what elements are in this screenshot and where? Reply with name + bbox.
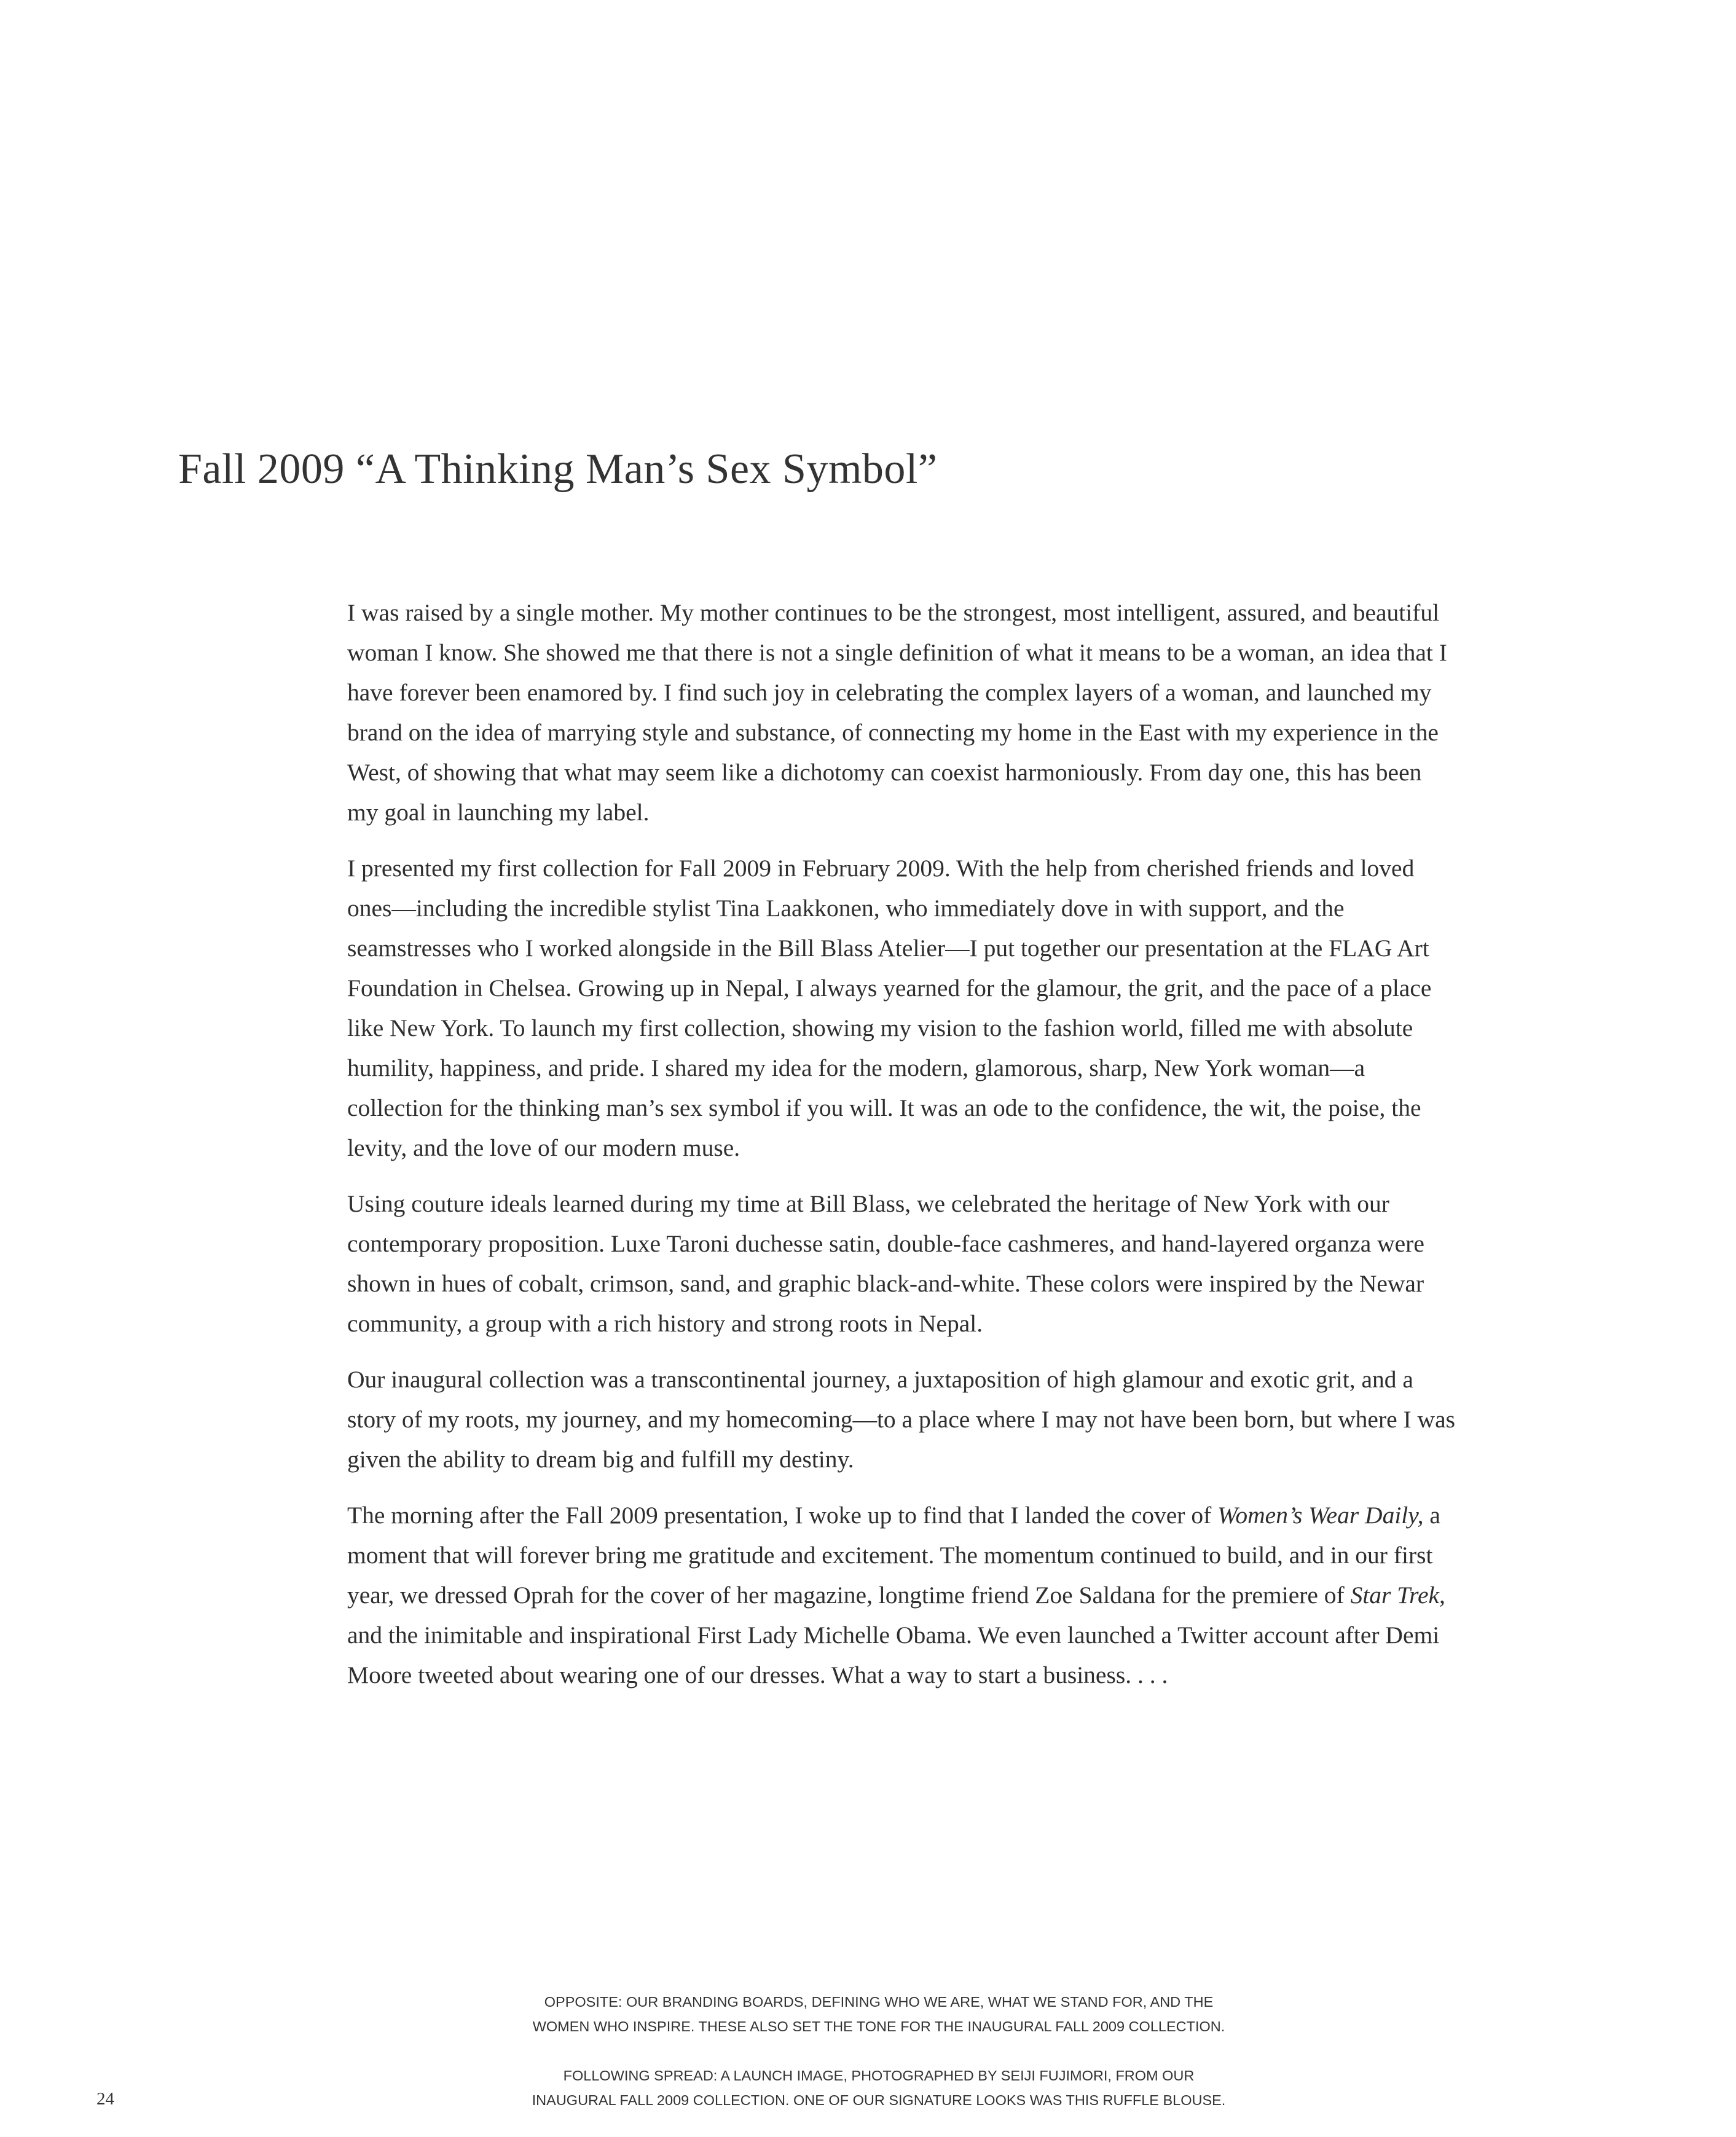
publication-title-wwd: Women’s Wear Daily, — [1217, 1502, 1424, 1529]
caption-opposite — [467, 1990, 1290, 2039]
body-text — [347, 593, 1456, 1711]
caption-following-line-2: INAUGURAL FALL 2009 COLLECTION. ONE OF OUR SIGNATURE LOOKS WAS THIS RUFFLE BLOUSE. — [532, 2092, 1226, 2108]
paragraph-5-text-a: The morning after the Fall 2009 presentation, I woke up to find that I landed the cover of — [347, 1502, 1218, 1529]
paragraph-5 — [347, 1496, 1456, 1695]
caption-following — [467, 2063, 1290, 2112]
page-number: 24 — [96, 2089, 114, 2109]
paragraph-5-text-e: and the inimitable and inspirational First Lady Michelle Obama. We even launched a Twitter account after Demi Moore tweeted about wearing one of our dresses. What a way to start a business. . . . — [347, 1621, 1440, 1688]
paragraph-1: I was raised by a single mother. My mother continues to be the strongest, most intelligent, assured, and beautiful woman I know. She showed me that there is not a single definition of what it means to be a woman, an idea that I have forever been enamored by. I find such joy in celebrating the complex layers of a woman, and launched my brand on the idea of marrying style and substance, of connecting my home in the East with my experience in the West, of showing that what may seem like a dichotomy can coexist harmoniously. From day one, this has been my goal in launching my label. — [347, 599, 1447, 826]
paragraph-4: Our inaugural collection was a transcontinental journey, a juxtaposition of high glamour and exotic grit, and a story of my roots, my journey, and my homecoming—to a place where I may not have been born, but where I was given the ability to dream big and fulfill my destiny. — [347, 1366, 1455, 1473]
paragraph-5-text-c: a moment that will forever bring me gratitude and excitement. The momentum continued to build, and in our first year, we dressed Oprah for the cover of her magazine, longtime friend Zoe Saldana for the premiere of — [347, 1502, 1440, 1609]
photo-captions — [467, 1990, 1290, 2137]
caption-following-line-1: FOLLOWING SPREAD: A LAUNCH IMAGE, PHOTOGRAPHED BY SEIJI FUJIMORI, FROM OUR — [563, 2068, 1195, 2084]
caption-opposite-line-1: OPPOSITE: OUR BRANDING BOARDS, DEFINING WHO WE ARE, WHAT WE STAND FOR, AND THE — [544, 1994, 1214, 2010]
film-title-star-trek: Star Trek, — [1350, 1582, 1445, 1609]
paragraph-3: Using couture ideals learned during my time at Bill Blass, we celebrated the heritage of New York with our contemporary proposition. Luxe Taroni duchesse satin, double-face cashmeres, and hand-layered organza were shown in hues of cobalt, crimson, sand, and graphic black-and-white. These colors were inspired by the Newar community, a group with a rich history and strong roots in Nepal. — [347, 1190, 1424, 1337]
paragraph-2: I presented my first collection for Fall 2009 in February 2009. With the help from cherished friends and loved ones—including the incredible stylist Tina Laakkonen, who immediately dove in with support, and the seamstresses who I worked alongside in the Bill Blass Atelier—I put together our presentation at the FLAG Art Foundation in Chelsea. Growing up in Nepal, I always yearned for the glamour, the grit, and the pace of a place like New York. To launch my first collection, showing my vision to the fashion world, filled me with absolute humility, happiness, and pride. I shared my idea for the modern, glamorous, sharp, New York woman—a collection for the thinking man’s sex symbol if you will. It was an ode to the confidence, the wit, the poise, the levity, and the love of our modern muse. — [347, 855, 1432, 1161]
caption-opposite-line-2: WOMEN WHO INSPIRE. THESE ALSO SET THE TONE FOR THE INAUGURAL FALL 2009 COLLECTION. — [532, 2018, 1225, 2034]
page-title: Fall 2009 “A Thinking Man’s Sex Symbol” — [178, 445, 938, 493]
